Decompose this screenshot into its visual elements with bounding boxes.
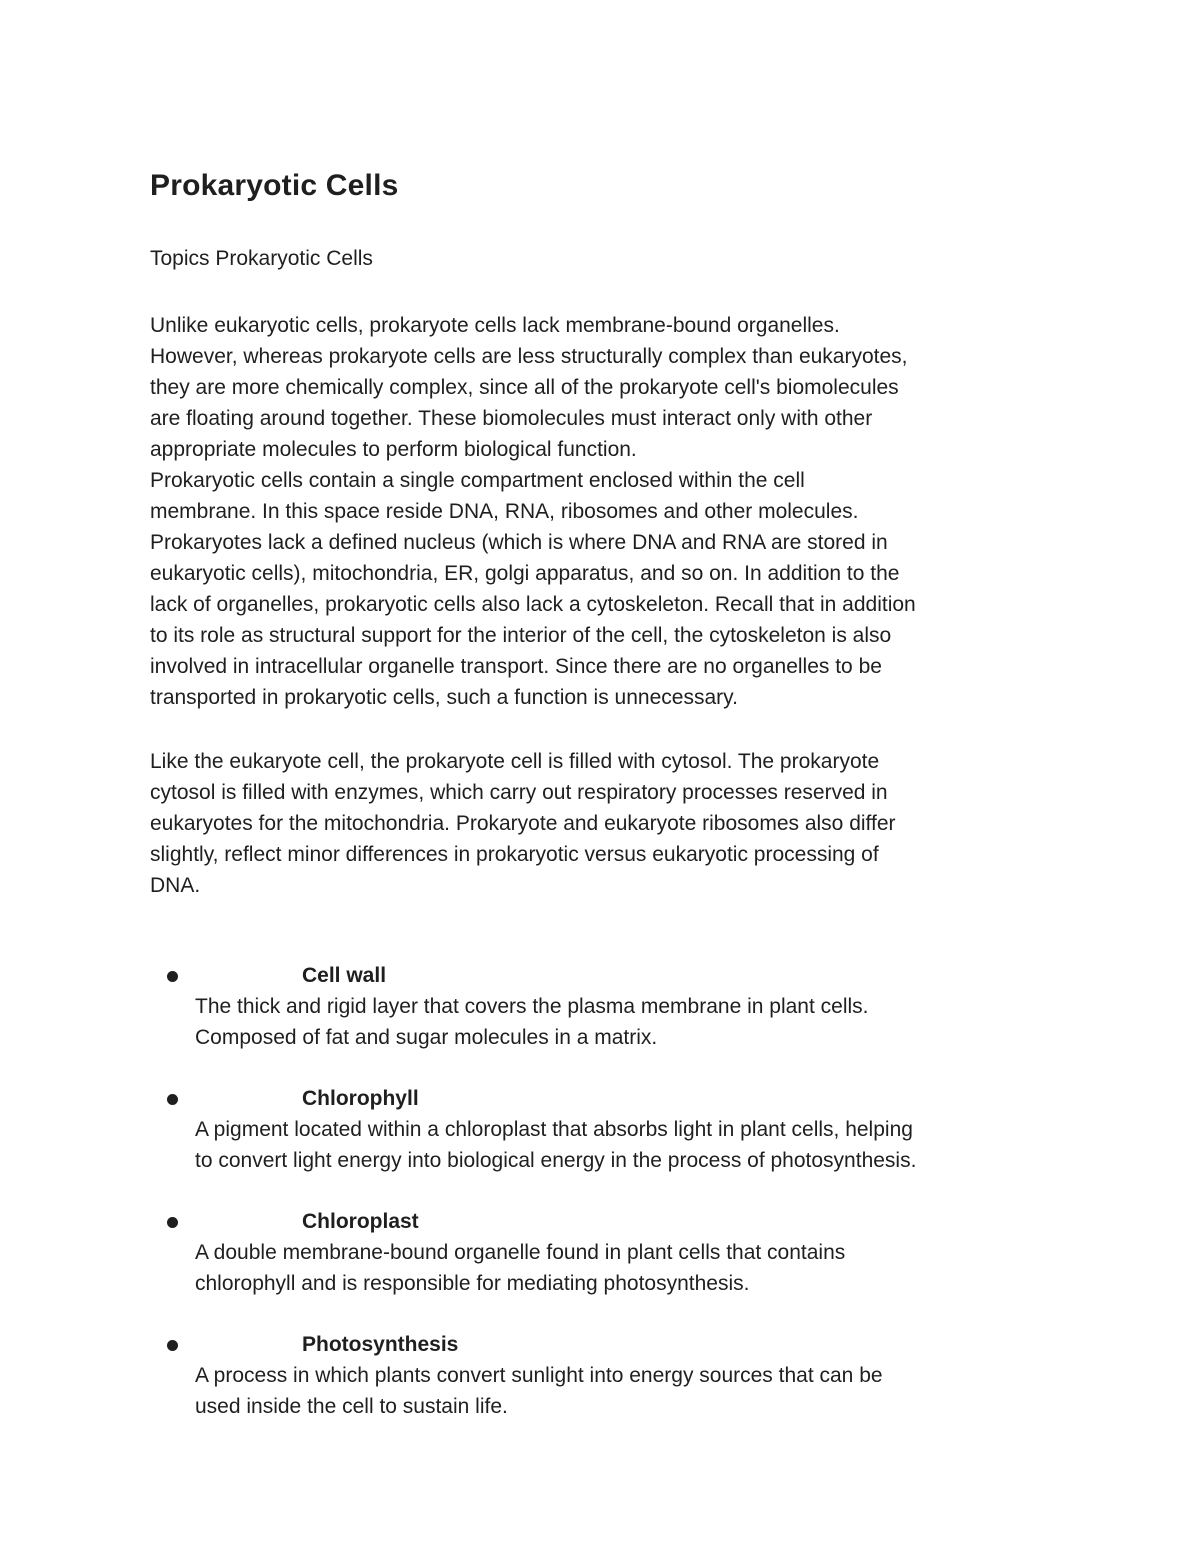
term-title: Chloroplast [302,1210,419,1233]
term-definition: The thick and rigid layer that covers the plasma membrane in plant cells. Composed of fat and sugar molecules in a matrix. [195,995,869,1049]
list-item [150,1083,1060,1206]
list-item [150,1329,1060,1452]
glossary-list [150,960,1060,1452]
paragraph-organelles: Unlike eukaryotic cells, prokaryote cells lack membrane-bound organelles. However, whereas prokaryote cells are less structurally complex than eukaryotes, they are more chemically complex, since all of the prokaryote cell's biomolecules are floating around together. These biomolecules must interact only with other appropriate molecules to perform biological function. [150,314,908,461]
term-definition: A process in which plants convert sunlight into energy sources that can be used inside the cell to sustain life. [195,1364,883,1418]
list-item [150,1206,1060,1329]
term-definition: A pigment located within a chloroplast that absorbs light in plant cells, helping to convert light energy into biological energy in the process of photosynthesis. [195,1118,917,1172]
term-definition: A double membrane-bound organelle found in plant cells that contains chlorophyll and is responsible for mediating photosynthesis. [195,1241,846,1295]
bullet-icon [167,1094,178,1105]
term-title: Chlorophyll [302,1087,419,1110]
paragraph-cytosol: Like the eukaryote cell, the prokaryote cell is filled with cytosol. The prokaryote cytosol is filled with enzymes, which carry out respiratory processes reserved in eukaryotes for the mitochondria. Prokaryote and eukaryote ribosomes also differ slightly, reflect minor differences in prokaryotic versus eukaryotic processing of DNA. [150,750,896,897]
term-title: Cell wall [302,964,387,987]
bullet-icon [167,1217,178,1228]
list-item [150,960,1060,1083]
bullet-icon [167,971,178,982]
document-subtitle: Topics Prokaryotic Cells [150,247,373,270]
bullet-icon [167,1340,178,1351]
paragraph-compartment: Prokaryotic cells contain a single compartment enclosed within the cell membrane. In this space reside DNA, RNA, ribosomes and other molecules. Prokaryotes lack a defined nucleus (which is where DNA and RNA are stored in eukaryotic cells), mitochondria, ER, golgi apparatus, and so on. In addition to the lack of organelles, prokaryotic cells also lack a cytoskeleton. Recall that in addition to its role as structural support for the interior of the cell, the cytoskeleton is also involved in intracellular organelle transport. Since there are no organelles to be transported in prokaryotic cells, such a function is unnecessary. [150,469,916,709]
term-title: Photosynthesis [302,1333,459,1356]
document-title: Prokaryotic Cells [150,169,399,202]
